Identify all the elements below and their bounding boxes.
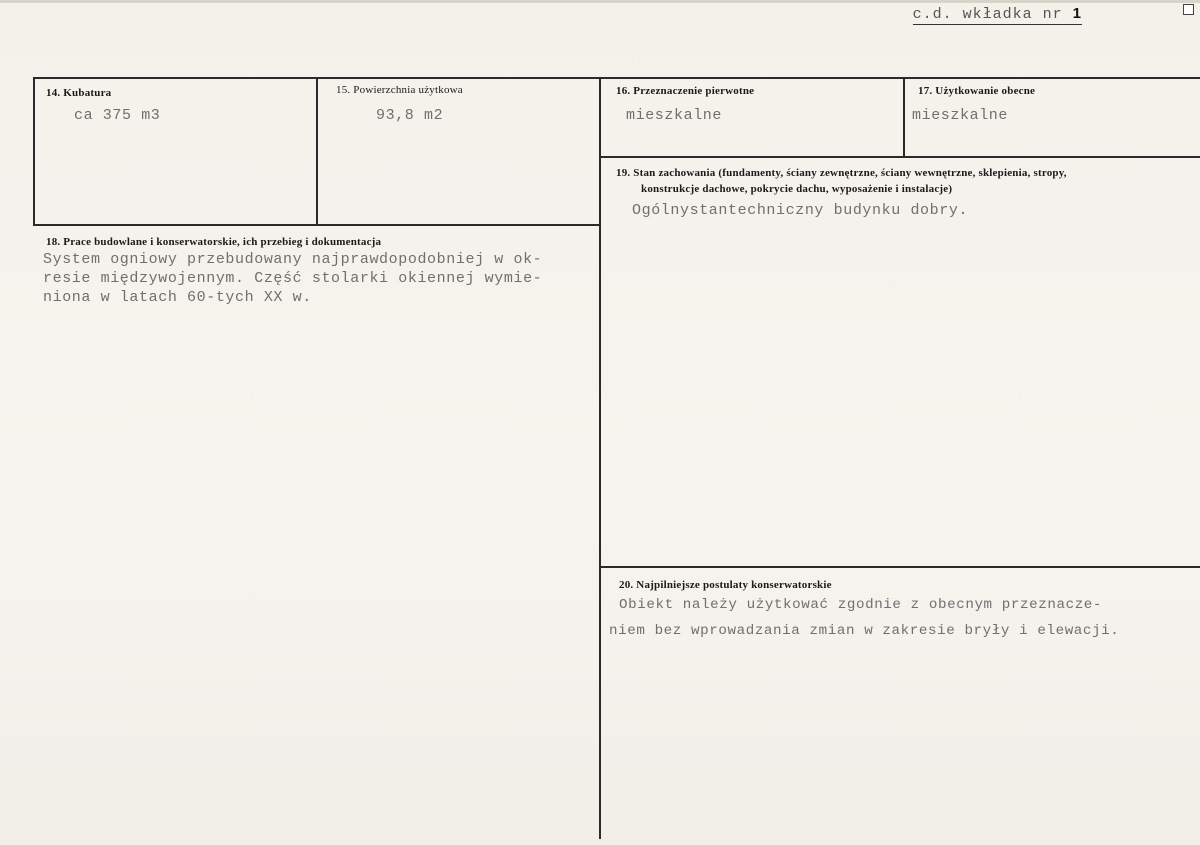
divider-above-20 (599, 566, 1200, 568)
field-20-line-2: niem bez wprowadzania zmian w zakresie bryły i elewacji. (609, 623, 1120, 639)
field-15-label: 15. Powierzchnia użytkowa (336, 84, 463, 96)
field-19-label-line2: konstrukcje dachowe, pokrycie dachu, wyposażenie i instalacje) (641, 183, 953, 195)
main-column-divider (599, 77, 601, 839)
divider-16-17 (903, 77, 905, 157)
divider-14-15 (316, 77, 318, 225)
field-18-line-3: niona w latach 60-tych XX w. (43, 289, 312, 306)
field-14-value: ca 375 m3 (74, 107, 161, 124)
field-14-label: 14. Kubatura (46, 87, 112, 99)
field-19-label-line1: 19. Stan zachowania (fundamenty, ściany zewnętrzne, ściany wewnętrzne, sklepienia, stropy, (616, 167, 1067, 179)
left-border (33, 77, 35, 225)
insert-reference (913, 5, 1082, 25)
insert-reference-number: 1 (1072, 5, 1082, 22)
field-17-value: mieszkalne (912, 107, 1009, 124)
field-18-line-2: resie międzywojennym. Część stolarki okiennej wymie- (43, 270, 543, 287)
field-20-label: 20. Najpilniejsze postulaty konserwatorskie (619, 579, 832, 591)
field-16-label: 16. Przeznaczenie pierwotne (616, 85, 755, 97)
field-17-label: 17. Użytkowanie obecne (918, 85, 1036, 97)
field-20-line-1: Obiekt należy użytkować zgodnie z obecnym przeznacze- (619, 597, 1103, 613)
field-16-value: mieszkalne (626, 107, 723, 124)
field-18-label: 18. Prace budowlane i konserwatorskie, ich przebieg i dokumentacja (46, 236, 382, 248)
top-border (33, 77, 1200, 79)
corner-mark (1183, 4, 1194, 15)
field-19-value: Ogólnystantechniczny budynku dobry. (632, 202, 969, 219)
insert-reference-text: c.d. wkładka nr (912, 6, 1063, 23)
field-15-value: 93,8 m2 (376, 107, 444, 124)
field-18-line-1: System ogniowy przebudowany najprawdopodobniej w ok- (43, 251, 543, 268)
page-top-edge (0, 0, 1200, 3)
divider-below-14-15 (33, 224, 600, 226)
divider-below-16-17 (599, 156, 1200, 158)
